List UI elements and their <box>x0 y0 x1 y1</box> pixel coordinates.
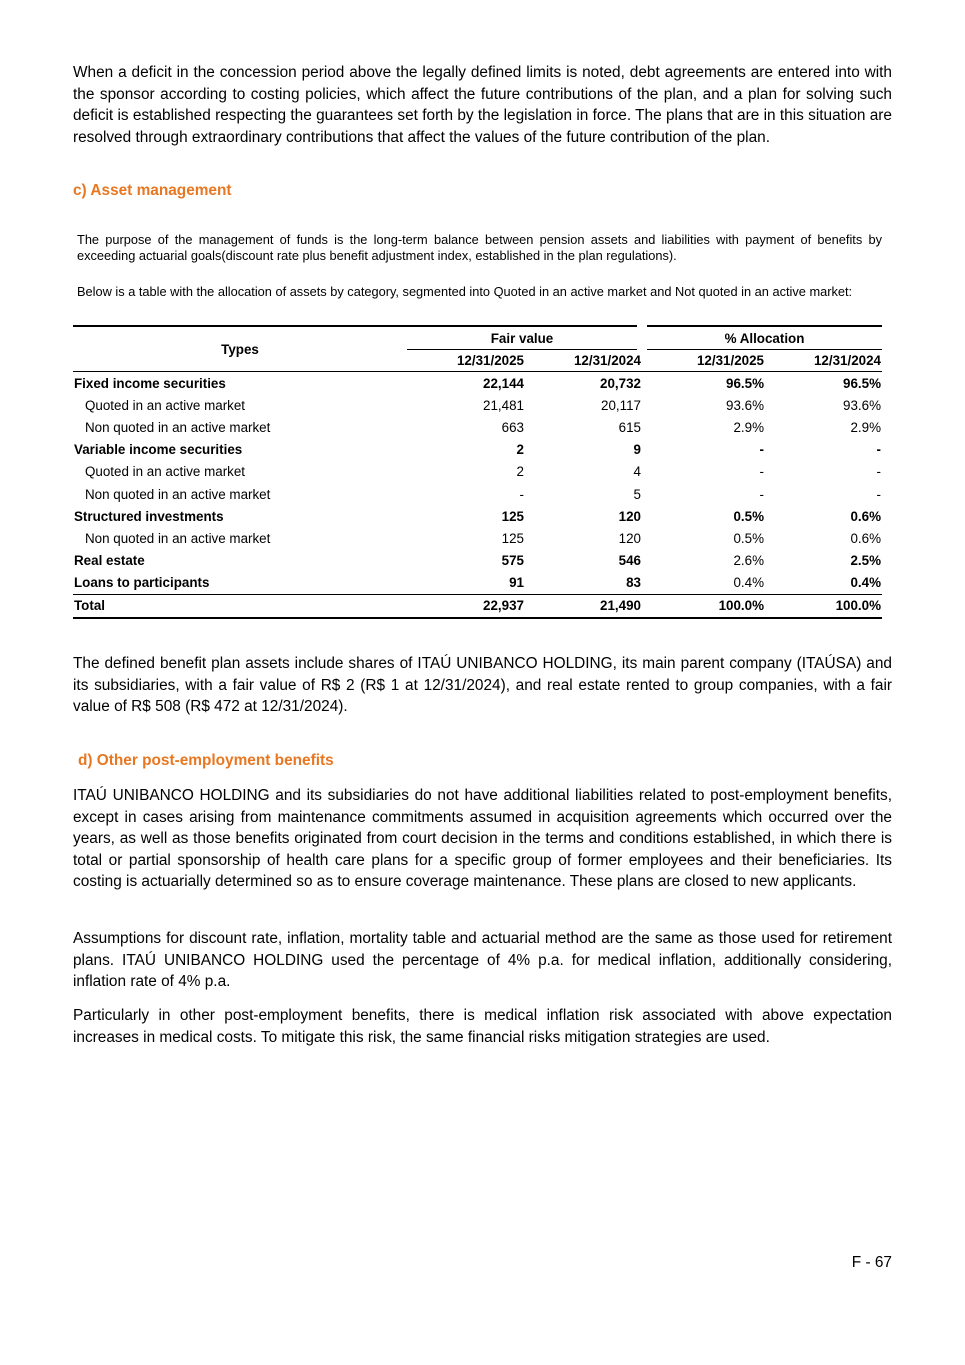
table-row <box>73 461 882 483</box>
row-label: Non quoted in an active market <box>85 486 271 502</box>
fair-value-2025: 2 <box>516 464 524 480</box>
fair-value-2025: 21,481 <box>483 397 524 413</box>
table-row <box>73 372 882 395</box>
fair-value-2024: 83 <box>626 575 641 591</box>
row-label: Fixed income securities <box>74 375 226 391</box>
asset-allocation-table <box>73 325 882 619</box>
allocation-2025: 100.0% <box>642 594 765 618</box>
post-employment-paragraph-3: Particularly in other post-employment benefits, there is medical inflation risk associated with above expectation increases in medical costs. To mitigate this risk, the same financial risks mitigation strategies are used. <box>73 1007 892 1046</box>
allocation-2025: 0.5% <box>733 508 764 524</box>
allocation-2024: 2.9% <box>850 419 881 435</box>
allocation-2025: 96.5% <box>726 375 764 391</box>
allocation-2024: - <box>876 464 881 480</box>
table-row <box>73 439 882 461</box>
fair-value-2025: - <box>519 486 524 502</box>
fair-value-2024: 20,732 <box>600 375 641 391</box>
allocation-2024: 96.5% <box>843 375 881 391</box>
fair-value-2025-header: 12/31/2025 <box>407 350 525 372</box>
fair-value-2025: 22,937 <box>407 594 525 618</box>
allocation-2024: - <box>876 486 881 502</box>
row-label: Non quoted in an active market <box>85 530 271 546</box>
asset-management-purpose: The purpose of the management of funds is the long-term balance between pension assets and liabilities with payment of benefits by exceeding actuarial goals(discount rate plus benefit adjustment index, established in the plan regulations). <box>77 232 882 263</box>
intro-paragraph: When a deficit in the concession period above the legally defined limits is noted, debt agreements are entered into with the sponsor according to costing policies, which affect the future contributions of the plan, and a plan for solving such deficit is established respecting the guarantees set forth by the legislation in force. The plans that are in this situation are resolved through extraordinary contributions that affect the values of the future contribution of the plan. <box>73 64 892 146</box>
fair-value-2024: 546 <box>618 553 641 569</box>
fair-value-2025: 2 <box>516 442 524 458</box>
post-employment-paragraph-2: Assumptions for discount rate, inflation, mortality table and actuarial method are the same as those used for retirement plans. ITAÚ UNIBANCO HOLDING used the percentage of 4% p.a. for medical inflation, additionally considering, inflation rate of 4% p.a. <box>73 930 892 991</box>
shares-paragraph: The defined benefit plan assets include shares of ITAÚ UNIBANCO HOLDING, its main parent company (ITAÚSA) and its subsidiaries, with a fair value of R$ 2 (R$ 1 at 12/31/2024), and real estate rented to group companies, with a fair value of R$ 508 (R$ 472 at 12/31/2024). <box>73 655 892 716</box>
allocation-2025: - <box>759 486 764 502</box>
table-row <box>73 550 882 572</box>
total-row <box>73 594 882 618</box>
allocation-2024: 2.5% <box>850 553 881 569</box>
allocation-2025: 93.6% <box>726 397 764 413</box>
allocation-2024: 93.6% <box>843 397 881 413</box>
page-number: F - 67 <box>851 1254 892 1271</box>
allocation-2024: 0.6% <box>850 530 881 546</box>
allocation-2025: - <box>759 442 764 458</box>
fair-value-2024: 9 <box>633 442 641 458</box>
fair-value-2025: 91 <box>509 575 524 591</box>
allocation-2025: 0.4% <box>733 575 764 591</box>
fair-value-2024: 21,490 <box>525 594 642 618</box>
table-intro: Below is a table with the allocation of assets by category, segmented into Quoted in an active market and Not quoted in an active market: <box>77 284 853 299</box>
fair-value-2025: 663 <box>501 419 524 435</box>
table-row <box>73 572 882 595</box>
allocation-2024: 0.6% <box>850 508 881 524</box>
table-row <box>73 483 882 505</box>
table-row <box>73 394 882 416</box>
row-label: Loans to participants <box>74 575 210 591</box>
fair-value-2025: 575 <box>501 553 524 569</box>
row-label: Non quoted in an active market <box>85 419 271 435</box>
types-header: Types <box>73 326 407 372</box>
fair-value-2025: 125 <box>501 508 524 524</box>
fair-value-2024-header: 12/31/2024 <box>525 350 642 372</box>
allocation-2025: 2.6% <box>733 553 764 569</box>
row-label: Quoted in an active market <box>85 464 246 480</box>
row-label: Variable income securities <box>74 442 243 458</box>
fair-value-2024: 615 <box>618 419 641 435</box>
table-row <box>73 416 882 438</box>
row-label: Real estate <box>74 553 145 569</box>
allocation-2025: 2.9% <box>733 419 764 435</box>
row-label: Total <box>73 594 407 618</box>
fair-value-2024: 5 <box>633 486 641 502</box>
fair-value-header: Fair value <box>407 326 642 350</box>
post-employment-paragraph-1: ITAÚ UNIBANCO HOLDING and its subsidiaries do not have additional liabilities related to post-employment benefits, except in cases arising from maintenance commitments assumed in acquisition agreements which occurred over the years, as well as those benefits originated from court decision in the terms and conditions established, in which there is total or partial sponsorship of health care plans for a specific group of former employees and their beneficiaries. Its costing is actuarially determined so as to ensure coverage maintenance. These plans are closed to new applicants. <box>73 787 892 891</box>
fair-value-2025: 125 <box>501 530 524 546</box>
allocation-2024: 100.0% <box>765 594 882 618</box>
fair-value-2024: 20,117 <box>601 397 641 413</box>
fair-value-2025: 22,144 <box>483 375 524 391</box>
allocation-2025-header: 12/31/2025 <box>642 350 765 372</box>
fair-value-2024: 120 <box>618 530 641 546</box>
fair-value-2024: 4 <box>633 464 641 480</box>
fair-value-2024: 120 <box>618 508 641 524</box>
allocation-header: % Allocation <box>642 326 882 350</box>
row-label: Structured investments <box>74 508 224 524</box>
section-d-heading: d) Other post-employment benefits <box>78 752 334 769</box>
table-row <box>73 505 882 527</box>
allocation-2025: 0.5% <box>733 530 764 546</box>
allocation-2024: - <box>876 442 881 458</box>
section-c-heading: c) Asset management <box>73 182 232 199</box>
allocation-2025: - <box>759 464 764 480</box>
row-label: Quoted in an active market <box>85 397 246 413</box>
allocation-2024-header: 12/31/2024 <box>765 350 882 372</box>
table-row <box>73 527 882 549</box>
allocation-2024: 0.4% <box>850 575 881 591</box>
